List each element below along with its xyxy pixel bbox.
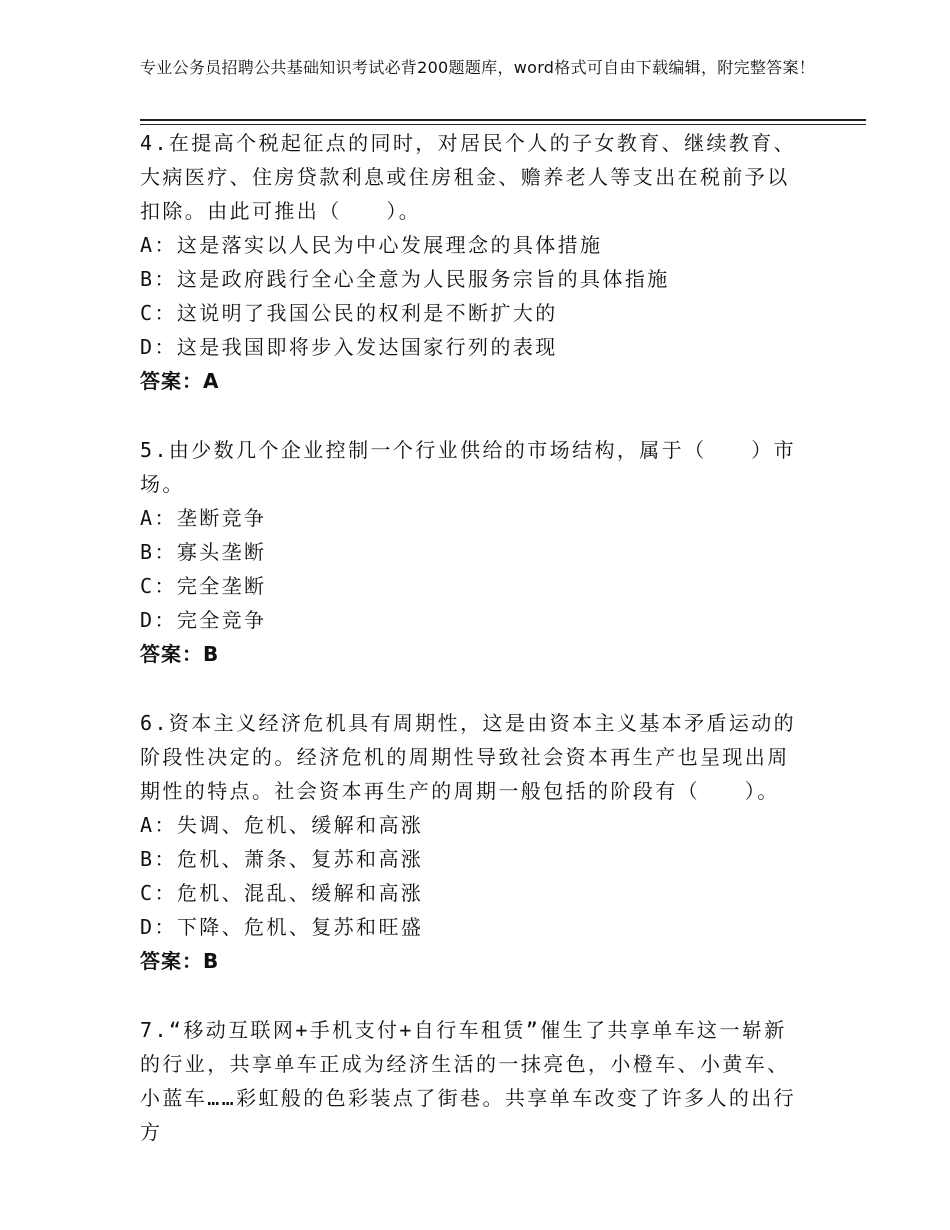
question-7	[140, 1013, 800, 1149]
option-a: A：失调、危机、缓解和高涨	[140, 813, 424, 837]
option-c: C：危机、混乱、缓解和高涨	[140, 881, 424, 905]
option-d: D：这是我国即将步入发达国家行列的表现	[140, 335, 558, 359]
option-a: A：垄断竞争	[140, 506, 267, 530]
question-4	[140, 126, 800, 398]
header-rule-thick	[140, 119, 866, 121]
option-d: D：下降、危机、复苏和旺盛	[140, 915, 424, 939]
question-6	[140, 706, 800, 978]
option-b: B：寡头垄断	[140, 540, 267, 564]
question-stem: 7.“移动互联网+手机支付+自行车租赁”催生了共享单车这一崭新的行业，共享单车正成为经济生活的一抹亮色，小橙车、小黄车、小蓝车……彩虹般的色彩装点了街巷。共享单车改变了许多人的出行方	[140, 1018, 797, 1144]
option-c: C：这说明了我国公民的权利是不断扩大的	[140, 301, 558, 325]
option-b: B：这是政府践行全心全意为人民服务宗旨的具体指施	[140, 267, 670, 291]
option-b: B：危机、萧条、复苏和高涨	[140, 847, 424, 871]
option-a: A：这是落实以人民为中心发展理念的具体措施	[140, 233, 603, 257]
answer: 答案：B	[140, 949, 220, 973]
question-stem: 5.由少数几个企业控制一个行业供给的市场结构，属于（ ）市场。	[140, 438, 797, 496]
document-header: 专业公务员招聘公共基础知识考试必背200题题库，word格式可自由下载编辑，附完整答案！	[140, 58, 816, 77]
answer: 答案：B	[140, 642, 220, 666]
header-rule-thin	[140, 124, 866, 125]
option-d: D：完全竞争	[140, 608, 267, 632]
question-stem: 4.在提高个税起征点的同时，对居民个人的子女教育、继续教育、大病医疗、住房贷款利息或住房租金、赡养老人等支出在税前予以扣除。由此可推出（ ）。	[140, 131, 797, 223]
question-5	[140, 433, 800, 671]
answer: 答案：A	[140, 369, 220, 393]
question-stem: 6.资本主义经济危机具有周期性，这是由资本主义基本矛盾运动的阶段性决定的。经济危机的周期性导致社会资本再生产也呈现出周期性的特点。社会资本再生产的周期一般包括的阶段有（ ）。	[140, 711, 797, 803]
option-c: C：完全垄断	[140, 574, 267, 598]
